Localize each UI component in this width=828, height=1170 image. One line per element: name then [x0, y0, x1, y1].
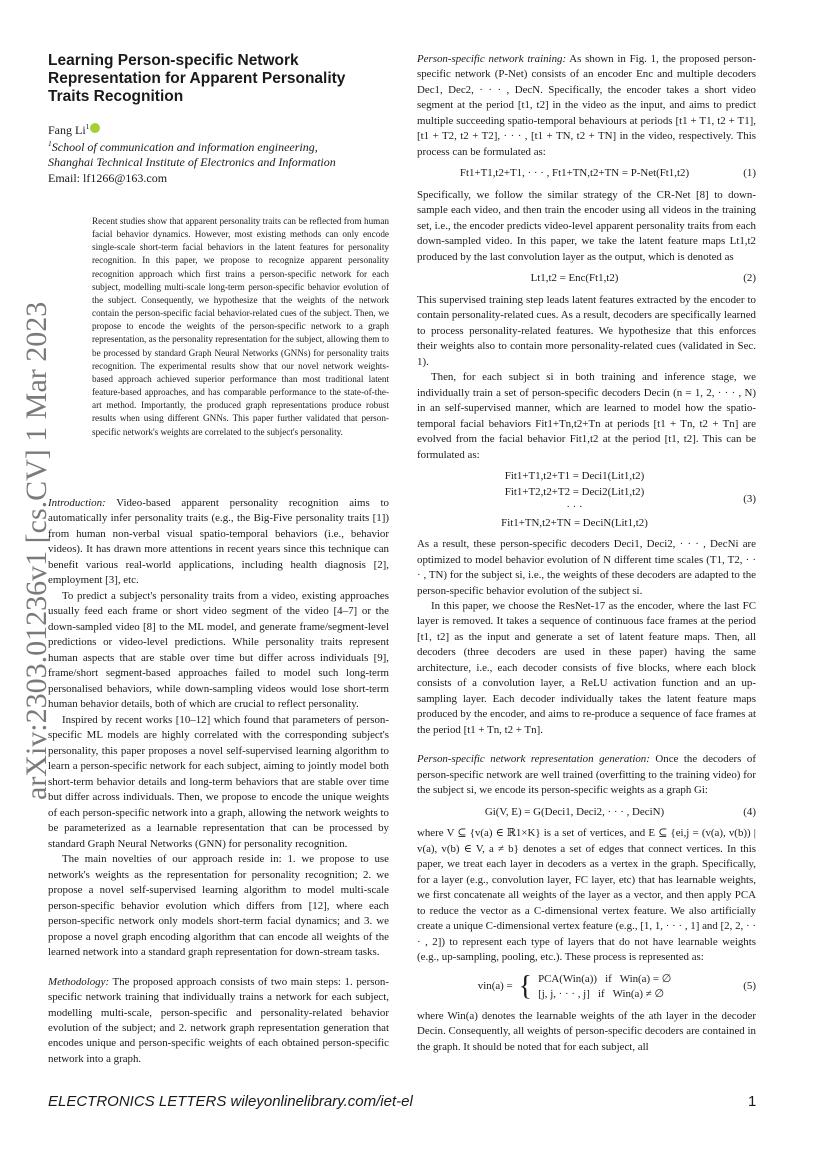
equation-4-number: (4): [743, 805, 756, 818]
equation-3-number: (3): [743, 493, 756, 506]
orcid-icon[interactable]: [90, 123, 100, 133]
author-line: [48, 122, 378, 139]
equation-1-number: (1): [743, 167, 756, 180]
psnrg-heading: Person-specific network representation generation:: [417, 753, 650, 766]
journal-footer: ELECTRONICS LETTERS wileyonlinelibrary.com/iet-el: [48, 1093, 413, 1110]
equation-1: [417, 166, 756, 181]
psnt-paragraph-6: In this paper, we choose the ResNet-17 as the encoder, where the last FC layer is removed. It takes a sequence of continuous face frames at the period [t1, t2] as the input and generate a set of latent feature maps. Then, all decoders (three decoders are used in these paper) having the same architecture, i.e., each decoder consists of five blocks, where each block consists of a convolution layer, a ReLU activation function and an up-sampling layer. Each decoder individually takes the latent feature maps produced by the encoder, and aims to re-produce a sequence of face frames at the period [t1 + Tn, t2 + Tn].: [417, 599, 756, 736]
author-superscript: 1: [85, 122, 90, 131]
equation-5-brace: {: [518, 971, 533, 1003]
author-email: Email: lf1266@163.com: [48, 170, 168, 185]
equation-1-expr: Ft1+T1,t2+T1, · · · , Ft1+TN,t2+TN = P-Net(Ft1,t2): [459, 167, 690, 180]
intro-text-1: Video-based apparent personality recognition aims to automatically infer personality traits (e.g., the Big-Five personality traits [1]) from human non-verbal visual spatio-temporal behaviors (i.e., behavior videos). It has drawn more attentions in recent years since this technique can benefit various real-world applications, including health diagnosis [2], employment [3], etc.: [48, 497, 389, 587]
affiliation: [48, 139, 378, 171]
method-heading: Methodology:: [48, 975, 110, 988]
psnrg-paragraph-1: [417, 752, 756, 798]
psnt-paragraph-4: Then, for each subject si in both training and inference stage, we individually train a set of person-specific decoders Decin (n = 1, 2, · · · , N) in an self-supervised manner, which are learned to model how the spatio-temporal facial behaviors Fit1+Tn,t2+Tn at periods [t1 + Tn, t2 + Tn] are evolved from the facial behavior Fit1,t2 at the period [t1, t2]. This can be formulated as:: [417, 371, 756, 461]
affiliation-line-1: School of communication and information engineering,: [51, 139, 318, 154]
equation-5-number: (5): [743, 980, 756, 993]
psnt-text-1: As shown in Fig. 1, the proposed person-specific network (P-Net) consists of an encoder Enc and multiple decoders Dec1, Dec2, · · · , DecN. Specifically, the encoder takes a short video segment at the period [t1, t2] in the video as the input, and aims to predict multiple succeeding spatio-temporal behaviours at periods [t1 + T1, t2 + T1], [t1 + T2, t2 + T2], · · · , [t1 + TN, t2 + TN] in the video, respectively. This process can be formulated as:: [417, 53, 757, 158]
page-number: 1: [748, 1093, 757, 1110]
psnt-paragraph-2: Specifically, we follow the similar strategy of the CR-Net [8] to down-sample each video, and then train the encoder using all videos in the training set, i.e., the encoder predicts video-level apparent personality traits from each down-sampled video. In this paper, we take the latent feature maps Lt1,t2 produced by the last convolution layer as the output, which is denoted as: [417, 188, 756, 263]
paper-title: Learning Person-specific Network Representation for Apparent Personality Traits Recognition: [48, 52, 346, 105]
psnt-paragraph-1: [417, 52, 756, 160]
psnrg-paragraph-2: where V ⊆ {v(a) ∈ ℝ1×K} is a set of vertices, and E ⊆ {ei,j = (v(a), v(b)) | v(a), v(b) ∈ V, a ≠ b} denotes a set of edges that connect vertices. In this paper, we treat each layer in decoders as a vertex in the graph. Specifically, for a layer (e.g., convolution layer, FC layer, etc) that has learnable weights, we first concatenate all weights of the layer as a vector, and then apply PCA to reduce the vector as a C-dimensional vertex feature. We also artificially create a unique C-dimensional vertex feature (e.g., [1, 1, · · · , 1] and [2, 2, · · · , 2]) to represent each type of layers that do not have learnable weights (e.g., up-sampling, pooling, etc.). These process is represented as:: [417, 827, 756, 964]
equation-5-lhs: vin(a) =: [477, 980, 513, 993]
equation-5-case-2: [j, j, · · · , j] if Win(a) ≠ ∅: [538, 988, 664, 1001]
equation-3-line-2: Fit1+T2,t2+T2 = Deci2(Lit1,t2): [504, 485, 645, 498]
left-column: [48, 496, 389, 1067]
right-column: [417, 52, 756, 1055]
equation-3: [417, 469, 756, 531]
equation-5: [417, 972, 756, 1003]
equation-5-expr: [417, 972, 732, 1003]
affiliation-superscript: 1: [48, 138, 52, 148]
equation-4-expr: Gi(V, E) = G(Deci1, Deci2, · · · , DeciN): [484, 805, 665, 818]
equation-5-case-1: PCA(Win(a)) if Win(a) = ∅: [538, 972, 672, 985]
intro-paragraph-1: [48, 496, 389, 589]
author-name: Fang Li: [48, 123, 86, 137]
equation-2-expr: Lt1,t2 = Enc(Ft1,t2): [530, 272, 619, 285]
psnt-paragraph-3: This supervised training step leads latent features extracted by the encoder to contain personality-related cues. As a result, decoders are specifically learned to process personality-related features. We hypothesize that this enforces their weights also to contain more personality-related cues (validated in Sec. 1).: [417, 293, 756, 368]
psnrg-paragraph-3: where Win(a) denotes the learnable weights of the ath layer in the decoder Decin. Consequently, all weights of person-specific decoders are contained in the graph. It should be noted that for each subject, all: [417, 1009, 756, 1053]
intro-paragraph-2: To predict a subject's personality traits from a video, existing approaches usually feed each frame or short video segment of the video [4–7] or the down-sampled video [8] to the ML model, and generate frame/segment-level predictions or video-level predictions. While personality traits represent human aspects that are stable over time but differ across individuals [9], frame/short segment-based approaches failed to model such long-term personalised behaviors, while down-sampling videos would lose short-term human behavior details, both of which are crucial to reflect personality.: [48, 589, 389, 711]
equation-4: [417, 805, 756, 820]
equation-2-number: (2): [743, 272, 756, 285]
method-paragraph: [48, 975, 389, 1068]
psnrg-text-1: Once the decoders of person-specific network are well trained (overfitting to the training video) for the subject si, we encode its person-specific weights as a graph Gi:: [417, 753, 756, 797]
method-text: The proposed approach consists of two main steps: 1. person-specific network training that individually trains a network for each subject, modelling multi-scale, person-specific and personality-related behavior evolution of the subject; and 2. network graph representation generation that encodes unique and person-specific weights of each obtained person-specific network into a graph.: [48, 975, 389, 1065]
equation-3-line-4: Fit1+TN,t2+TN = DeciN(Lit1,t2): [501, 516, 648, 529]
arxiv-stamp-text: arXiv:2303.01236v1 [cs.CV] 1 Mar 2023: [20, 301, 53, 800]
abstract: Recent studies show that apparent personality traits can be reflected from human facial behavior dynamics. However, most existing methods can only encode single-scale short-term facial behaviors in the latent features for personality recognition. In this paper, we propose to recognize apparent personality recognition approach which first trains a person-specific network for each subject, modelling multi-scale long-term person-specific behavior evolution of the subject. Consequently, we hypothesize that the weights of the network contain the person-specific facial behavior-related cues of the subject. Then, we propose to encode the weights of the person-specific network to a graph representation, as the personality representation for the subject, allowing them to be processed by standard Graph Neural Networks (GNNs) for personality traits recognition. The experimental results show that our novel network weights-based approach achieved superior performance than most traditional latent feature-based approaches, and has comparable performance to the state-of-the-art method. Importantly, the produced graph representations produce robust results when using different GNNs. This paper further validated that person-specific network's weights are correlated to the subject's personality.: [92, 216, 389, 437]
intro-heading: Introduction:: [48, 497, 106, 509]
psnt-heading: Person-specific network training:: [417, 53, 567, 65]
intro-paragraph-3: Inspired by recent works [10–12] which found that parameters of person-specific ML models are highly correlated with the corresponding subject's personality, this paper proposes a novel self-supervised learning algorithm to learn a person-specific network for each subject, aiming to jointly model both short-term behavior details and long-term behaviors that are stable over time but differ across individuals. Then, we propose to encode the unique weights of each person-specific network into a graph, allowing the network weights to be parameterized as a learnable representation that can be processed by standard Graph Neural Networks (GNN) for personality recognition.: [48, 713, 389, 850]
equation-3-lines: [417, 469, 732, 531]
equation-3-line-1: Fit1+T1,t2+T1 = Deci1(Lit1,t2): [504, 470, 645, 483]
equation-2: [417, 271, 756, 286]
author-block: [48, 122, 378, 186]
intro-paragraph-4: The main novelties of our approach reside in: 1. we propose to use network's weights as the representation for personality recognition; 2. we propose a novel self-supervised learning algorithm to model multi-scale person-specific behavior evolution which differs from [12], where each person-specific network only models short-term facial dynamics; and 3. we propose a novel graph encoding algorithm that can encode all weights of the learned network into a standard graph representation for down-stream tasks.: [48, 853, 389, 959]
psnt-paragraph-5: As a result, these person-specific decoders Deci1, Deci2, · · · , DecNi are optimized to model behavior evolution of N different time scales (T1, T2, · · · , TN) for the subject si, i.e., the weights of these decoders are adapted to the person-specific behavior evolution of the subject si.: [417, 538, 756, 597]
affiliation-line-2: Shanghai Technical Institute of Electronics and Information: [48, 155, 336, 170]
equation-5-cases: [538, 972, 671, 1003]
equation-3-line-3: · · ·: [566, 501, 583, 514]
